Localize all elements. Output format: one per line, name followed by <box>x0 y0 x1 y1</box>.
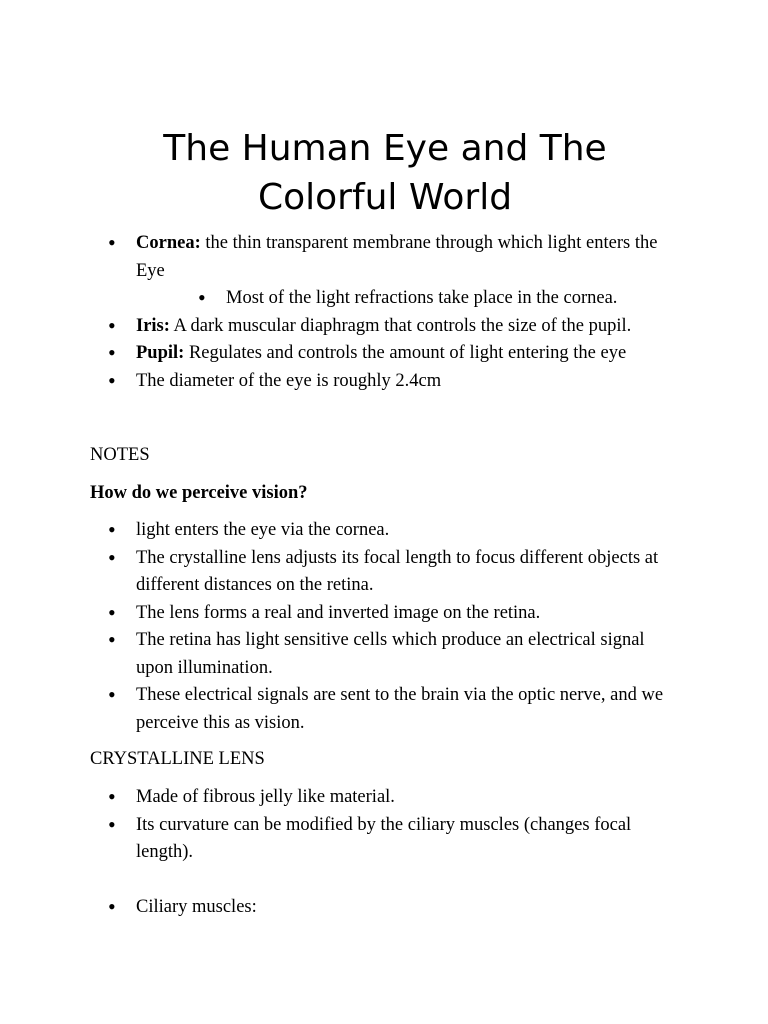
crystalline-lens-heading: CRYSTALLINE LENS <box>90 749 265 769</box>
crystalline-lens-list <box>90 784 685 921</box>
definition-iris: A dark muscular diaphragm that controls the size of the pupil. <box>169 315 632 336</box>
list-item-cornea-note <box>90 285 685 313</box>
list-item: • light enters the eye via the cornea. <box>90 517 685 545</box>
term-cornea: Cornea: <box>136 233 201 253</box>
page-title <box>90 124 680 222</box>
definition-cornea: the thin transparent membrane through which light enters the Eye <box>136 233 658 281</box>
notes-heading: NOTES <box>90 445 150 465</box>
cornea-note-text: Most of the light refractions take place in the cornea. <box>226 288 618 308</box>
list-item-eye-diameter <box>90 368 685 396</box>
list-item-cornea <box>90 230 685 285</box>
list-item: • The crystalline lens adjusts its focal length to focus different objects at different distances on the retina. <box>90 545 685 600</box>
eye-parts-list <box>90 230 685 395</box>
list-item: • Its curvature can be modified by the ciliary muscles (changes focal length). <box>90 812 685 867</box>
vision-question-heading <box>90 480 685 508</box>
vision-question-text: How do we perceive vision? <box>90 483 308 503</box>
list-item-pupil <box>90 340 685 368</box>
title-line-1: The Human Eye and The <box>163 128 607 169</box>
list-item: • The lens forms a real and inverted image on the retina. <box>90 600 685 628</box>
list-item: • Made of fibrous jelly like material. <box>90 784 685 812</box>
term-iris: Iris: <box>136 315 170 336</box>
title-line-2: Colorful World <box>257 177 513 218</box>
term-pupil: Pupil: <box>136 343 185 363</box>
list-item-iris <box>90 313 685 341</box>
list-item: • The retina has light sensitive cells which produce an electrical signal upon illumination. <box>90 627 685 682</box>
list-item: • These electrical signals are sent to the brain via the optic nerve, and we perceive this as vision. <box>90 682 685 737</box>
list-item-ciliary-muscles: • Ciliary muscles: <box>90 894 685 922</box>
vision-steps-list <box>90 517 685 737</box>
eye-diameter-text: The diameter of the eye is roughly 2.4cm <box>136 370 442 391</box>
definition-pupil: Regulates and controls the amount of light entering the eye <box>184 343 627 363</box>
